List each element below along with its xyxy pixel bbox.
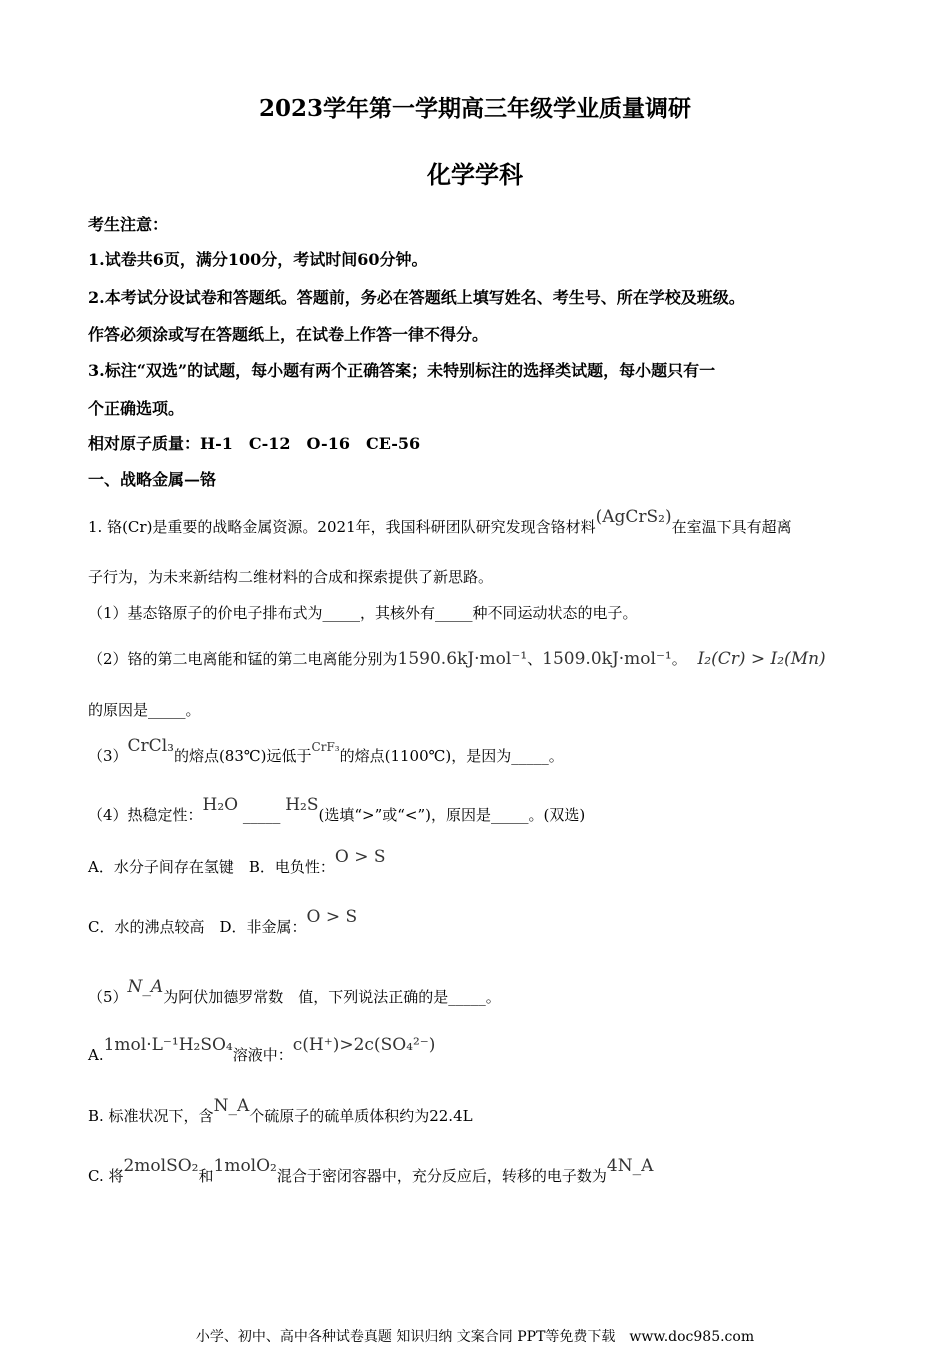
q3-text-a: 的熔点(83℃)远低于: [173, 747, 312, 765]
notice-item-1: 1.试卷共6页，满分100分，考试时间60分钟。: [88, 250, 428, 269]
q5-a-mid: 溶液中：: [232, 1046, 293, 1064]
concentration-formula: c(H⁺)>2c(SO₄²⁻): [292, 1035, 436, 1055]
q2-separator: 、: [527, 650, 543, 668]
q2-period: 。: [671, 650, 687, 668]
subquestion-1: （1）基态铬原子的价电子排布式为_____，其核外有_____种不同运动状态的电子。: [88, 604, 638, 622]
crcl3-formula: CrCl₃: [127, 736, 174, 756]
q5-b-na: N_A: [213, 1096, 250, 1116]
crf3-formula: CrF₃: [311, 740, 340, 754]
q3-text-b: 的熔点(1100℃)，是因为_____。: [339, 747, 564, 765]
q4-options-ab: [88, 847, 890, 877]
intro-text-a: 1. 铬(Cr)是重要的战略金属资源。2021年，我国科研团队研究发现含铬材料: [88, 518, 596, 536]
h2s-formula: H₂S: [285, 795, 319, 815]
q4-option-d-formula: O > S: [306, 907, 358, 927]
q5-option-c: [88, 1156, 890, 1186]
notice-item-2b: 作答必须涂或写在答题纸上，在试卷上作答一律不得分。: [88, 325, 489, 344]
q5-option-a: [88, 1035, 890, 1065]
subquestion-2-cont: 的原因是_____。: [88, 701, 201, 719]
na-symbol: N_A: [127, 977, 164, 997]
electron-count-formula: 4N_A: [606, 1156, 654, 1176]
o2-formula: 1molO₂: [213, 1156, 277, 1176]
q5-c-text-a: C. 将: [88, 1167, 124, 1185]
page-footer: 小学、初中、高中各种试卷真题 知识归纳 文案合同 PPT等免费下载 www.doc985.com: [195, 1329, 755, 1345]
q5-a-prefix: A.: [88, 1046, 104, 1064]
q5-option-b: [88, 1096, 890, 1126]
q5-c-text-b: 混合于密闭容器中，充分反应后，转移的电子数为: [276, 1167, 607, 1185]
h2so4-formula: 1mol·L⁻¹H₂SO₄: [103, 1035, 233, 1055]
agcrs2-formula: (AgCrS₂): [595, 507, 672, 527]
section-heading: 一、战略金属—铬: [88, 470, 217, 489]
exam-title: 2023学年第一学期高三年级学业质量调研: [258, 95, 691, 122]
q2-value-cr: 1590.6kJ·mol⁻¹: [397, 649, 528, 669]
q3-prefix: （3）: [88, 747, 128, 765]
intro-text-b: 在室温下具有超离: [671, 518, 792, 536]
q2-text-a: （2）铬的第二电离能和锰的第二电离能分别为: [88, 650, 398, 668]
notice-item-3a: 3.标注“双选”的试题，每小题有两个正确答案；未特别标注的选择类试题，每小题只有一: [88, 361, 716, 380]
subquestion-2: [88, 648, 890, 669]
q4-options-cd: [88, 907, 890, 937]
notice-item-2a: 2.本考试分设试卷和答题纸。答题前，务必在答题纸上填写姓名、考生号、所在学校及班级。: [88, 288, 745, 307]
question-1-intro-cont: 子行为，为未来新结构二维材料的合成和探索提供了新思路。: [88, 568, 494, 586]
q2-inequality: I₂(Cr) > I₂(Mn): [697, 649, 826, 669]
subquestion-5: [88, 977, 890, 1007]
q5-b-text-b: 个硫原子的硫单质体积约为22.4L: [249, 1107, 473, 1125]
subquestion-4: [88, 795, 890, 825]
notice-item-3b: 个正确选项。: [88, 399, 185, 418]
q4-option-a-b: A．水分子间存在氢键 B．电负性：: [88, 858, 335, 876]
q5-text: 为阿伏加德罗常数 值，下列说法正确的是_____。: [163, 988, 501, 1006]
question-1-intro: [88, 507, 890, 537]
atomic-mass-line: 相对原子质量：H-1 C-12 O-16 CE-56: [88, 434, 421, 453]
q5-prefix: （5）: [88, 988, 128, 1006]
q4-option-b-formula: O > S: [334, 847, 386, 867]
q4-blank: _____: [242, 806, 281, 824]
q4-option-c-d: C．水的沸点较高 D．非金属：: [88, 918, 307, 936]
notice-heading: 考生注意：: [88, 215, 169, 234]
q4-prefix: （4）热稳定性：: [88, 806, 203, 824]
q5-b-text-a: B. 标准状况下，含: [88, 1107, 214, 1125]
subquestion-3: [88, 736, 890, 766]
q2-value-mn: 1509.0kJ·mol⁻¹: [542, 649, 672, 669]
subject-title: 化学学科: [427, 160, 523, 189]
q4-text-b: (选填“>”或“<”)，原因是_____。(双选): [318, 806, 586, 824]
h2o-formula: H₂O: [202, 795, 239, 815]
q5-c-and: 和: [198, 1167, 214, 1185]
so2-formula: 2molSO₂: [123, 1156, 199, 1176]
